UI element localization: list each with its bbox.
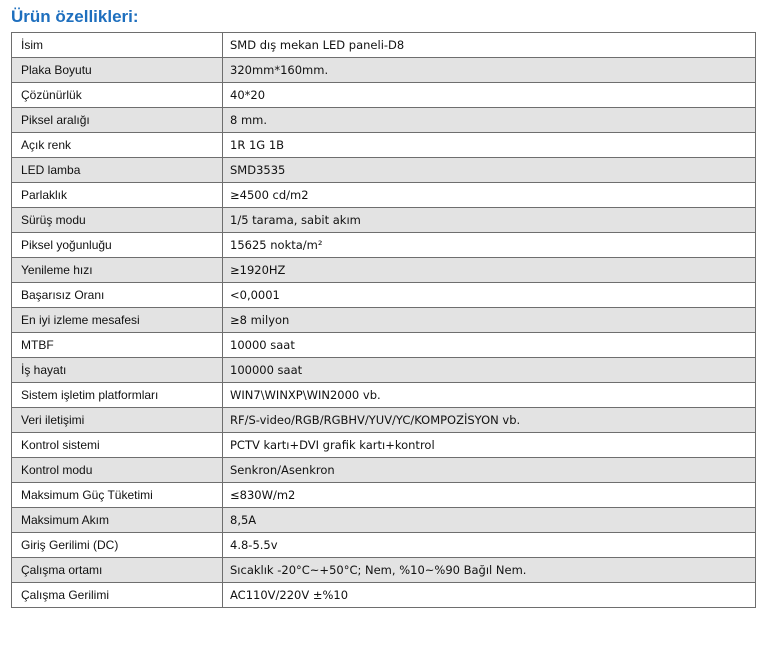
table-row: [12, 233, 756, 258]
spec-key: Çözünürlük: [12, 83, 223, 108]
table-row: [12, 383, 756, 408]
spec-key: Sistem işletim platformları: [12, 383, 223, 408]
spec-key: İş hayatı: [12, 358, 223, 383]
spec-key: Piksel yoğunluğu: [12, 233, 223, 258]
spec-key: Kontrol modu: [12, 458, 223, 483]
spec-key: MTBF: [12, 333, 223, 358]
spec-value: SMD dış mekan LED paneli-D8: [223, 33, 756, 58]
spec-key: Yenileme hızı: [12, 258, 223, 283]
spec-value: 4.8-5.5v: [223, 533, 756, 558]
spec-value: ≥4500 cd/m2: [223, 183, 756, 208]
spec-key: Plaka Boyutu: [12, 58, 223, 83]
spec-value: Senkron/Asenkron: [223, 458, 756, 483]
spec-value: WIN7\WINXP\WIN2000 vb.: [223, 383, 756, 408]
spec-key: Sürüş modu: [12, 208, 223, 233]
table-row: [12, 158, 756, 183]
spec-value: 1/5 tarama, sabit akım: [223, 208, 756, 233]
table-row: [12, 108, 756, 133]
spec-key: Piksel aralığı: [12, 108, 223, 133]
spec-value: 40*20: [223, 83, 756, 108]
spec-key: Giriş Gerilimi (DC): [12, 533, 223, 558]
spec-value: AC110V/220V ±%10: [223, 583, 756, 608]
page-heading: Ürün özellikleri:: [11, 7, 139, 26]
spec-value: Sıcaklık -20°C~+50°C; Nem, %10~%90 Bağıl Nem.: [223, 558, 756, 583]
spec-value: ≤830W/m2: [223, 483, 756, 508]
table-row: [12, 558, 756, 583]
spec-key: İsim: [12, 33, 223, 58]
spec-value: <0,0001: [223, 283, 756, 308]
table-row: [12, 533, 756, 558]
spec-value: 8 mm.: [223, 108, 756, 133]
spec-value: 10000 saat: [223, 333, 756, 358]
table-row: [12, 483, 756, 508]
table-row: [12, 258, 756, 283]
spec-key: Başarısız Oranı: [12, 283, 223, 308]
spec-key: Kontrol sistemi: [12, 433, 223, 458]
spec-value: SMD3535: [223, 158, 756, 183]
table-row: [12, 308, 756, 333]
spec-value: 15625 nokta/m²: [223, 233, 756, 258]
specifications-table: [11, 32, 756, 608]
spec-key: LED lamba: [12, 158, 223, 183]
table-row: [12, 133, 756, 158]
spec-key: Çalışma Gerilimi: [12, 583, 223, 608]
spec-value: ≥8 milyon: [223, 308, 756, 333]
spec-key: Maksimum Akım: [12, 508, 223, 533]
spec-value: 320mm*160mm.: [223, 58, 756, 83]
spec-key: Açık renk: [12, 133, 223, 158]
table-row: [12, 508, 756, 533]
table-row: [12, 83, 756, 108]
table-row: [12, 583, 756, 608]
spec-value: PCTV kartı+DVI grafik kartı+kontrol: [223, 433, 756, 458]
specifications-table-body: [12, 33, 756, 608]
table-row: [12, 58, 756, 83]
spec-key: Veri iletişimi: [12, 408, 223, 433]
table-row: [12, 283, 756, 308]
spec-key: Parlaklık: [12, 183, 223, 208]
spec-key: Maksimum Güç Tüketimi: [12, 483, 223, 508]
table-row: [12, 33, 756, 58]
spec-value: 8,5A: [223, 508, 756, 533]
spec-key: Çalışma ortamı: [12, 558, 223, 583]
table-row: [12, 183, 756, 208]
spec-key: En iyi izleme mesafesi: [12, 308, 223, 333]
table-row: [12, 333, 756, 358]
table-row: [12, 433, 756, 458]
spec-value: 100000 saat: [223, 358, 756, 383]
spec-value: ≥1920HZ: [223, 258, 756, 283]
table-row: [12, 358, 756, 383]
spec-value: RF/S-video/RGB/RGBHV/YUV/YC/KOMPOZİSYON vb.: [223, 408, 756, 433]
spec-value: 1R 1G 1B: [223, 133, 756, 158]
table-row: [12, 408, 756, 433]
table-row: [12, 458, 756, 483]
table-row: [12, 208, 756, 233]
